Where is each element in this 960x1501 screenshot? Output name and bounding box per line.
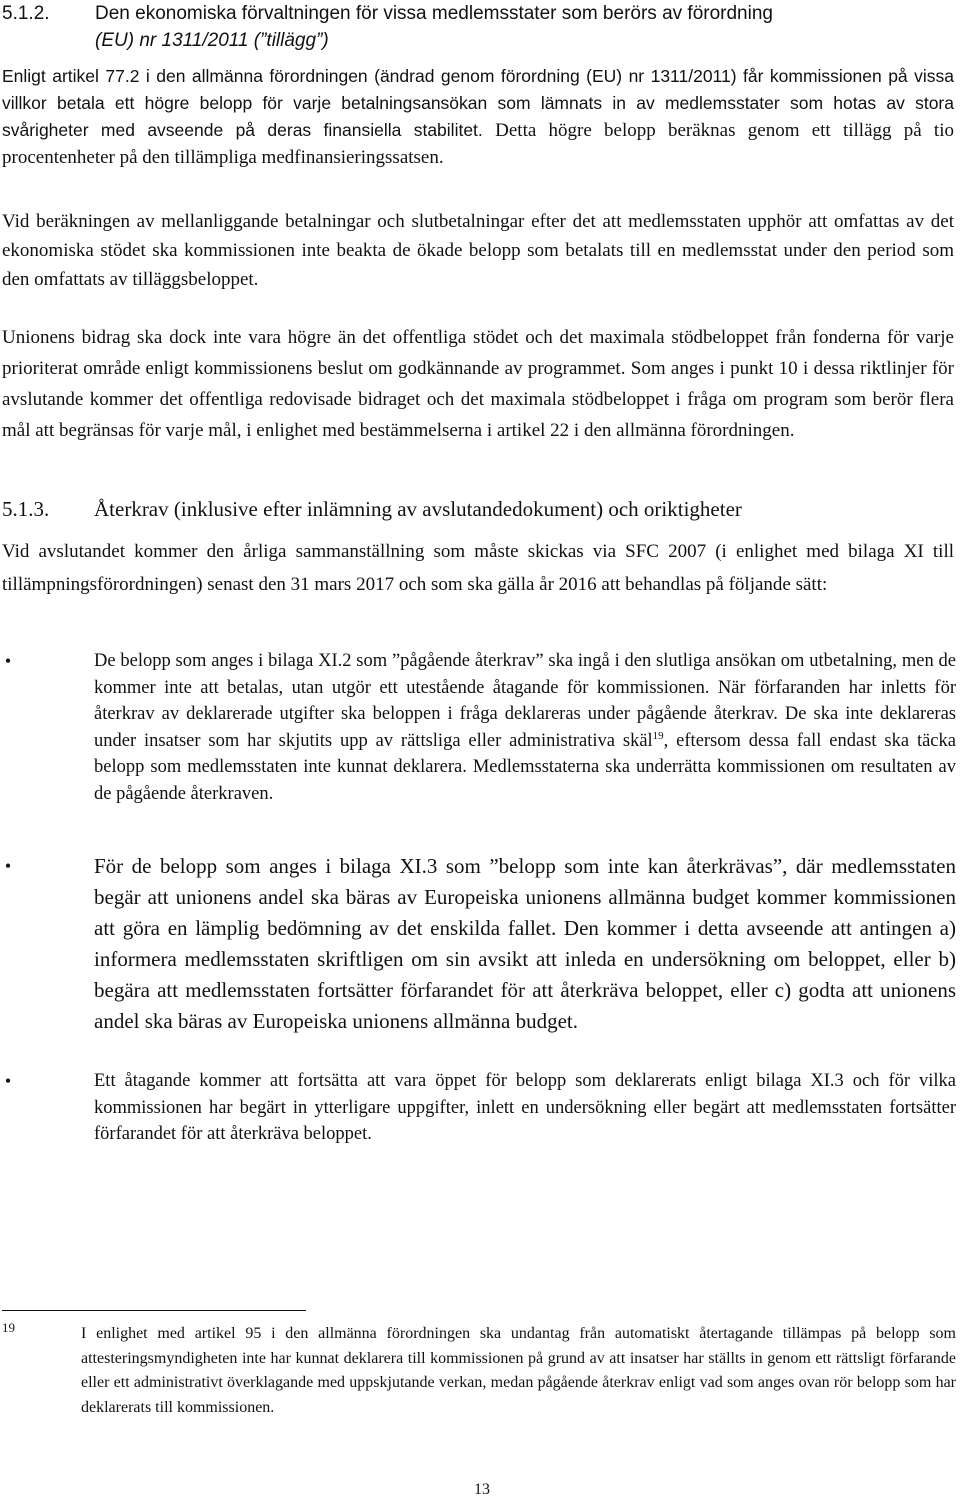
paragraph-closure-summary: Vid avslutandet kommer den årliga sammanställning som måste skickas via SFC 2007 (i enlighet med bilaga XI till tillämpningsförordningen) senast den 31 mars 2017 och som ska gälla år 2016 att behandlas på följande sätt: [2,541,954,595]
section-number: 5.1.3. [2,497,50,521]
bullet-item-open-commitment [4,1068,956,1148]
bullet-item-pending-recoveries [4,648,956,807]
section-title-line1: Den ekonomiska förvaltningen för vissa medlemsstater som berörs av förordning [95,3,773,24]
paragraph-article-77 [2,63,954,171]
paragraph-union-contribution: Unionens bidrag ska dock inte vara högre än det offentliga stödet och det maximala stödbeloppet från fonderna för varje prioriterat område enligt kommissionens beslut om godkännande av programmet. Som anges i punkt 10 i dessa riktlinjer för avslutande kommer det offentliga redovisade bidraget och det maximala stödbeloppet i fråga om program som berör flera mål att begränsas för varje mål, i enlighet med bestämmelserna i artikel 22 i den allmänna förordningen. [2,327,954,441]
bullet-item-irrecoverable-amounts [4,851,956,1037]
footnote-separator [2,1310,306,1311]
page-number: 13 [474,1481,490,1498]
footnote-number: 19 [2,1320,15,1335]
bullet-text: Ett åtagande kommer att fortsätta att vara öppet för belopp som deklarerats enligt bilaga XI.3 och för vilka kommissionen har begärt in ytterligare uppgifter, inlett en undersökning eller begärt att medlemsstaten fortsätter förfarandet för att återkräva beloppet. [94,1071,956,1144]
paragraph-article-77-serif: Detta högre belopp beräknas genom ett tillägg på tio procentenheter på den tillämpliga medfinansieringssatsen. [2,120,954,168]
bullet-text: De belopp som anges i bilaga XI.2 som ”pågående återkrav” ska ingå i den slutliga ansökan om utbetalning, men de kommer inte att betalas, utan utgör ett utestående åtagande för kommissionen. När förfaranden har inletts för återkrav av deklarerade utgifter ska beloppen i fråga deklareras under pågående återkrav. De ska inte deklareras under insatser som har skjutits upp av rättsliga eller administrativa skäl [94,651,956,751]
paragraph-interim-payments: Vid beräkningen av mellanliggande betalningar och slutbetalningar efter det att medlemsstaten upphör att omfattas av det ekonomiska stödet ska kommissionen inte beakta de ökade belopp som betalats till en medlemsstat under den period som den omfattats av tilläggsbeloppet. [2,211,954,290]
bullet-icon: • [4,856,12,876]
section-title [95,0,958,54]
bullet-icon: • [4,651,12,671]
paragraph-article-77-sans: Enligt artikel 77.2 i den allmänna förordningen (ändrad genom förordning (EU) nr 1311/2011) får kommissionen på vissa villkor betala ett högre belopp för varje betalningsansökan som lämnats in av medlemsstater som hotas av stora svårigheter med avseende på deras finansiella stabilitet. [2,66,954,140]
footnote-reference[interactable]: 19 [652,729,664,742]
bullet-text-continued: , eftersom dessa fall endast ska täcka belopp som medlemsstaten inte kunnat deklarera. Medlemsstaterna ska underrätta kommissionen om resultaten av de pågående återkraven. [94,730,956,804]
section-number: 5.1.2. [2,3,50,24]
footnote-text: I enlighet med artikel 95 i den allmänna förordningen ska undantag från automatiskt återtagande tillämpas på belopp som attesteringsmyndigheten inte har kunnat deklarera till kommissionen på grund av att insatser har ställts in genom ett rättsligt förfarande eller ett administrativt överklagande med uppskjutande verkan, medan pågående återkrav enligt vad som anges ovan rör belopp som har deklarerats till kommissionen. [81,1325,956,1416]
bullet-text: För de belopp som anges i bilaga XI.3 som ”belopp som inte kan återkrävas”, där medlemsstaten begär att unionens andel ska bäras av Europeiska unionens allmänna budget kommer kommissionen att göra en lämplig bedömning av det enskilda fallet. Den kommer i detta avseende att antingen a) informera medlemsstaten skriftligen om sin avsikt att inleda en undersökning om beloppet, eller b) begära att medlemsstaten fortsätter förfarandet för att återkräva beloppet, eller c) godta att unionens andel ska bäras av Europeiska unionens allmänna budget. [94,854,956,1033]
section-title-line2: (EU) nr 1311/2011 (”tillägg”) [95,30,329,51]
bullet-icon: • [4,1071,12,1091]
section-title: Återkrav (inklusive efter inlämning av avslutandedokument) och oriktigheter [94,497,742,521]
